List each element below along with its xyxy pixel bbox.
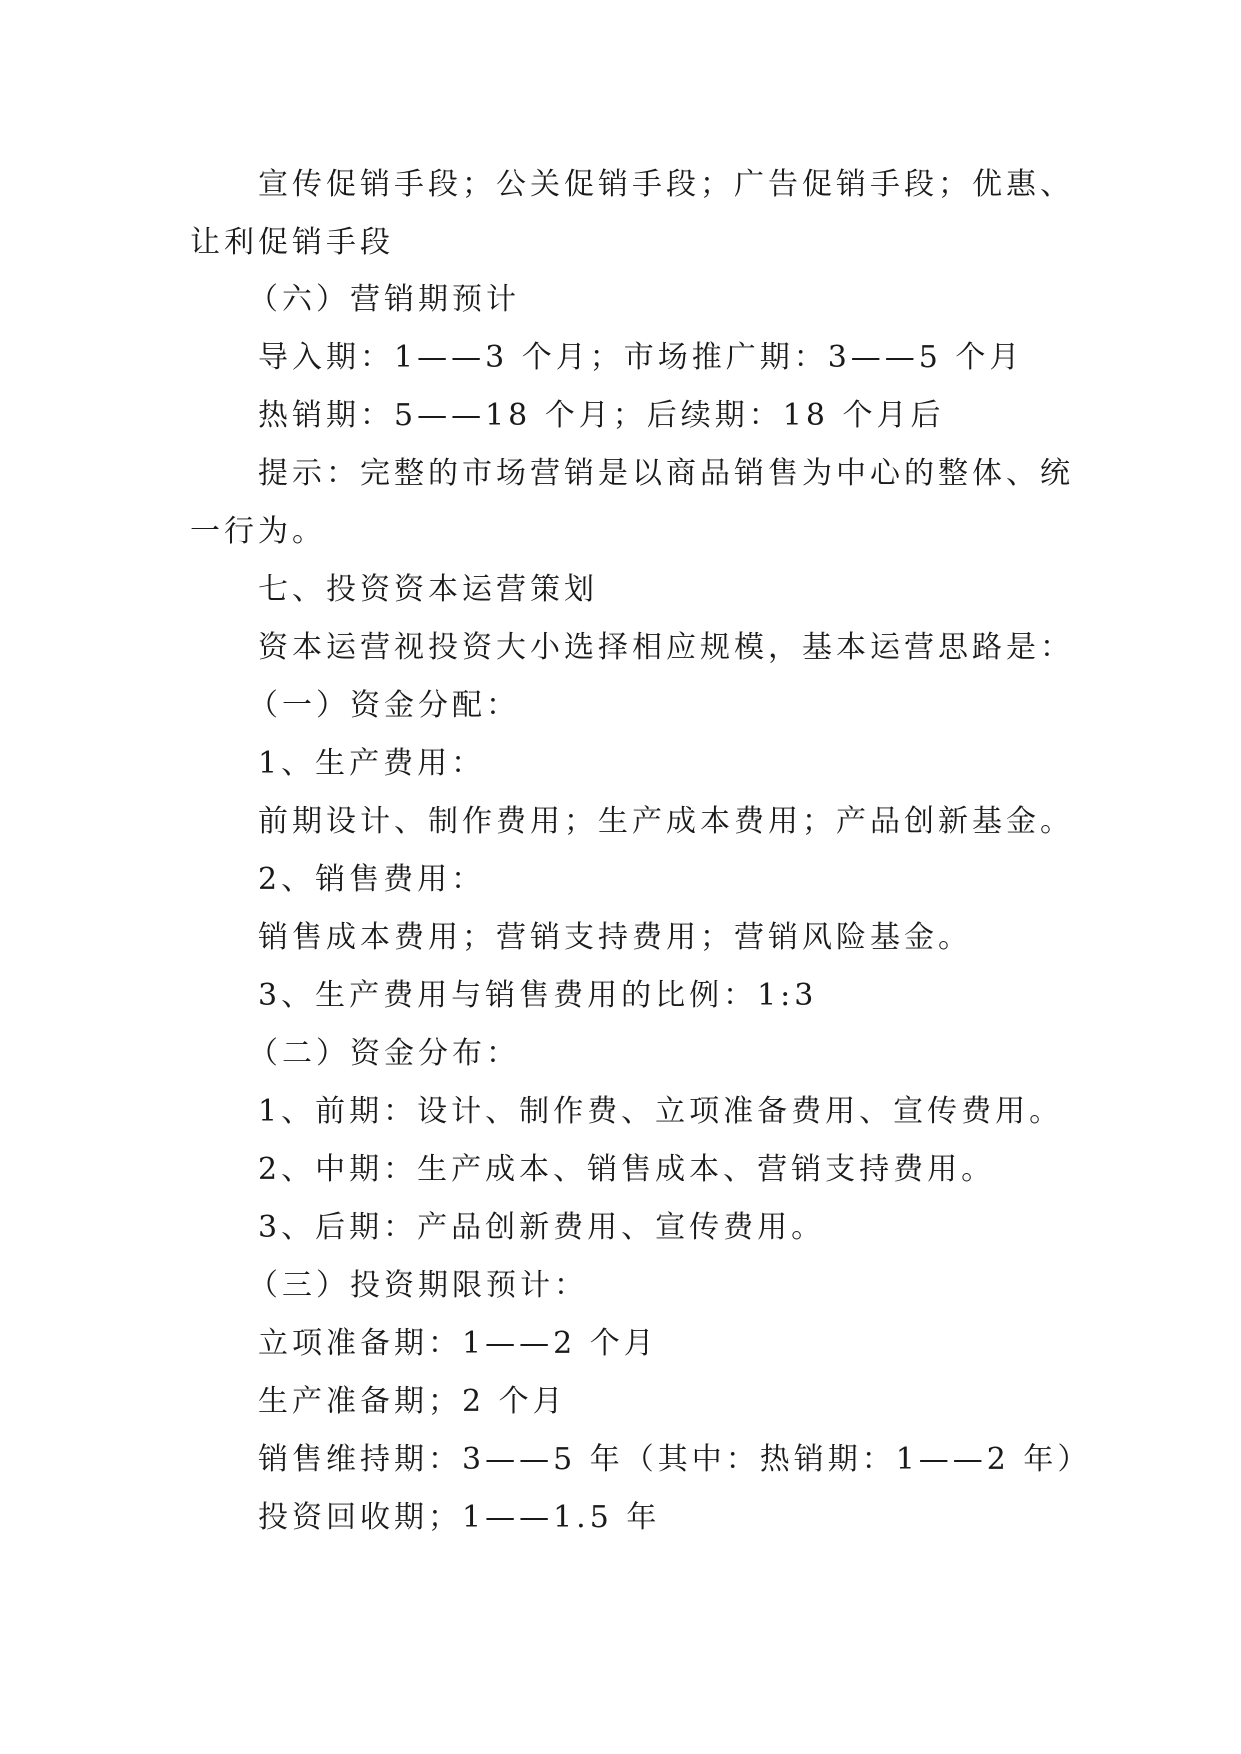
list-item: 2、中期：生产成本、销售成本、营销支持费用。 — [258, 1152, 996, 1187]
body-text-line: 销售维持期：3——5 年（其中：热销期：1——2 年） — [258, 1442, 1092, 1477]
list-item: 1、生产费用： — [258, 746, 486, 781]
section-heading: 七、投资资本运营策划 — [258, 572, 598, 607]
body-text-line: 热销期：5——18 个月；后续期：18 个月后 — [258, 398, 945, 433]
body-text-line: 投资回收期；1——1.5 年 — [258, 1500, 661, 1535]
body-text-line: 资本运营视投资大小选择相应规模，基本运营思路是： — [258, 630, 1074, 665]
body-text-line: 立项准备期：1——2 个月 — [258, 1326, 658, 1361]
body-text-line: 让利促销手段 — [190, 225, 394, 260]
list-item: 1、前期：设计、制作费、立项准备费用、宣传费用。 — [258, 1094, 1064, 1129]
list-item: 3、后期：产品创新费用、宣传费用。 — [258, 1210, 826, 1245]
body-text-line: 前期设计、制作费用；生产成本费用；产品创新基金。 — [258, 804, 1074, 839]
body-text-line: 宣传促销手段；公关促销手段；广告促销手段；优惠、 — [258, 167, 1074, 202]
section-heading: （一）资金分配： — [248, 688, 520, 723]
body-text-line: 导入期：1——3 个月；市场推广期：3——5 个月 — [258, 340, 1024, 375]
list-item: 3、生产费用与销售费用的比例：1:3 — [258, 978, 818, 1013]
section-heading: （六）营销期预计 — [248, 282, 520, 317]
body-text-line: 销售成本费用；营销支持费用；营销风险基金。 — [258, 920, 972, 955]
section-heading: （三）投资期限预计： — [248, 1268, 588, 1303]
body-text-line: 一行为。 — [190, 514, 326, 549]
body-text-line: 生产准备期；2 个月 — [258, 1384, 567, 1419]
list-item: 2、销售费用： — [258, 862, 486, 897]
body-text-line: 提示：完整的市场营销是以商品销售为中心的整体、统 — [258, 456, 1074, 491]
section-heading: （二）资金分布： — [248, 1036, 520, 1071]
